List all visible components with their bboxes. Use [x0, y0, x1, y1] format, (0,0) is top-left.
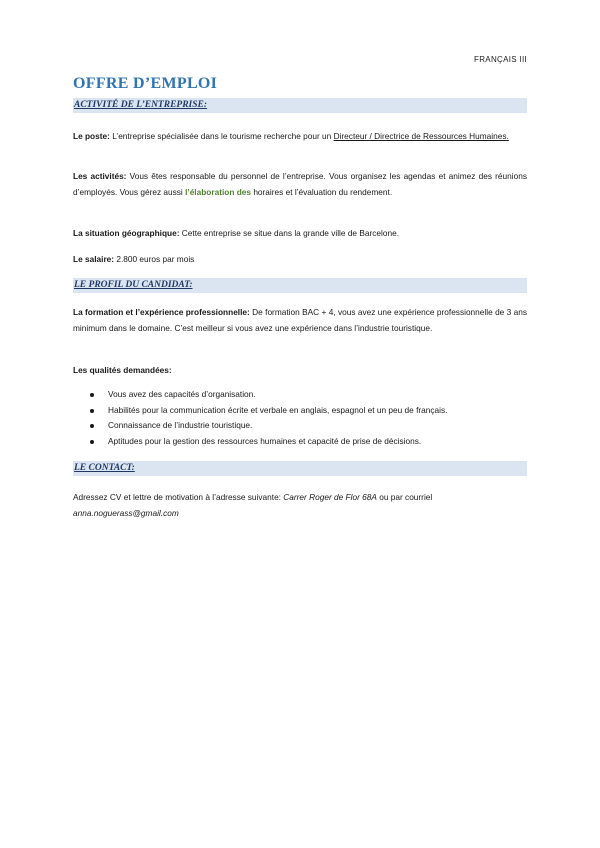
- situation-label: La situation géographique:: [73, 228, 180, 238]
- list-item-text: Vous avez des capacités d’organisation.: [108, 389, 256, 399]
- list-item-text: Habilités pour la communication écrite et verbale en anglais, espagnol et un peu de français.: [108, 404, 448, 415]
- activites-text-before: Vous êtes responsable du personnel de l’entreprise. Vous organisez les agendas et animez des réunions d’employés. Vous gérez aussi: [73, 171, 527, 198]
- section-profile-label: LE PROFIL DU CANDIDAT:: [74, 280, 193, 290]
- poste-link: Directeur / Directrice de Ressources Humaines.: [333, 131, 509, 141]
- situation-paragraph: [73, 225, 527, 241]
- contact-address: Carrer Roger de Flor 68A: [283, 492, 377, 502]
- activites-label: Les activités:: [73, 171, 127, 181]
- page-title: OFFRE D’EMPLOI: [73, 75, 218, 92]
- qualites-heading: [73, 362, 527, 378]
- bullet-icon: [90, 424, 94, 428]
- qualites-label: Les qualités demandées:: [73, 365, 172, 375]
- list-item-text: Connaissance de l’industrie touristique.: [108, 420, 253, 430]
- list-item: [73, 418, 527, 434]
- course-header: FRANÇAIS III: [474, 55, 527, 64]
- section-company-heading: [73, 98, 527, 113]
- formation-label: La formation et l’expérience professionnelle:: [73, 307, 250, 317]
- activites-paragraph: [73, 168, 527, 201]
- salaire-label: Le salaire:: [73, 254, 115, 264]
- contact-email[interactable]: anna.noguerass@gmail.com: [73, 508, 179, 519]
- bullet-icon: [90, 440, 94, 444]
- poste-label: Le poste:: [73, 131, 110, 141]
- list-item-text: Aptitudes pour la gestion des ressources humaines et capacité de prise de décisions.: [108, 435, 422, 446]
- list-item: [73, 387, 527, 403]
- contact-paragraph: [73, 489, 527, 522]
- formation-text: De formation BAC + 4, vous avez une expérience professionnelle de 3 ans minimum dans le domaine. C’est meilleur si vous avez une expérience dans l’industrie touristique.: [73, 307, 528, 334]
- section-contact-heading: [73, 461, 527, 476]
- activites-text-after: horaires et l’évaluation du rendement.: [251, 187, 393, 198]
- formation-paragraph: [73, 304, 527, 337]
- bullet-icon: [90, 409, 94, 413]
- poste-paragraph: [73, 128, 527, 144]
- list-item: [73, 434, 527, 450]
- poste-text: L’entreprise spécialisée dans le tourisme recherche pour un: [109, 131, 334, 141]
- contact-middle: ou par courriel: [376, 492, 433, 502]
- qualites-list: [73, 387, 527, 449]
- bullet-icon: [90, 393, 94, 397]
- situation-text: Cette entreprise se situe dans la grande ville de Barcelone.: [179, 228, 400, 238]
- activites-highlight: l’élaboration des: [185, 187, 252, 198]
- list-item: [73, 403, 527, 419]
- salaire-paragraph: [73, 251, 527, 267]
- section-profile-heading: [73, 278, 527, 293]
- contact-text: Adressez CV et lettre de motivation à l’adresse suivante:: [73, 492, 284, 502]
- section-company-label: ACTIVITÉ DE L’ENTREPRISE:: [74, 100, 208, 110]
- section-contact-label: LE CONTACT:: [74, 463, 135, 473]
- salaire-text: 2.800 euros par mois: [114, 254, 195, 264]
